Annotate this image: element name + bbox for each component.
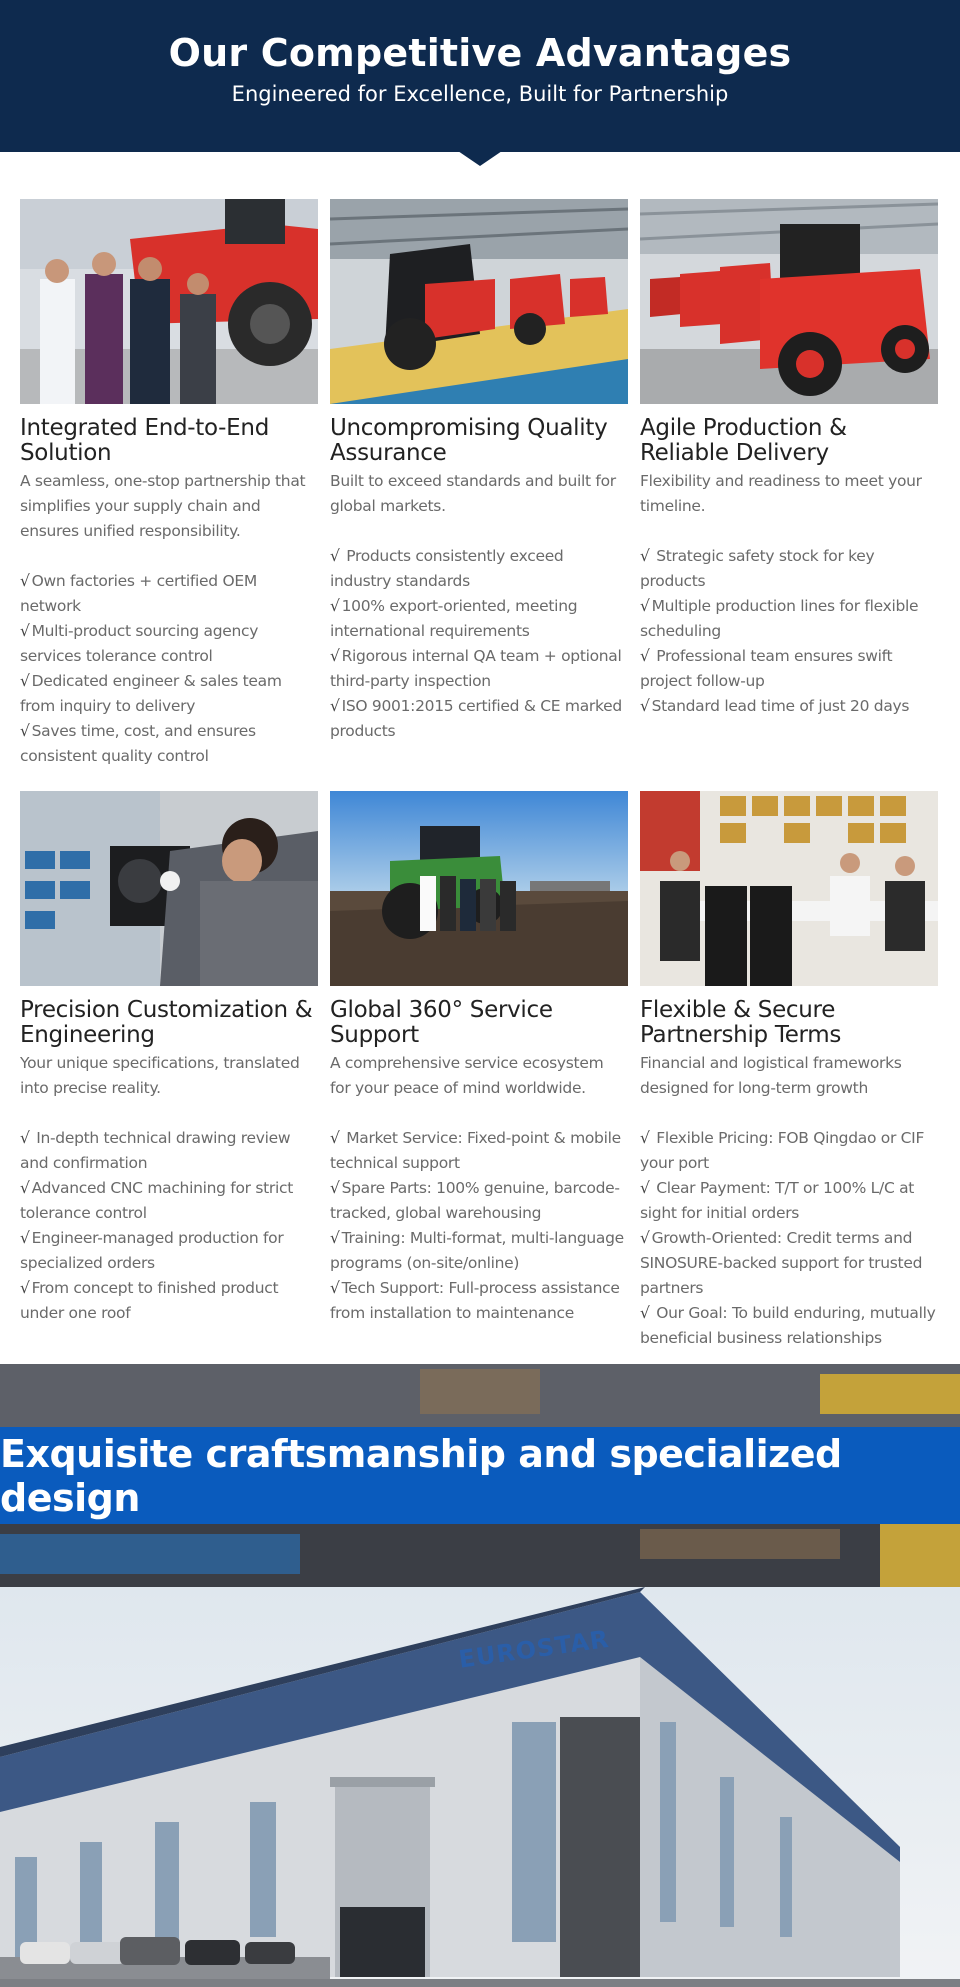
business-meeting-photo [640, 791, 938, 986]
engineer-machining-photo [20, 791, 318, 986]
check-icon: √ [20, 1179, 30, 1197]
banner-title: Exquisite craftsmanship and specialized design [0, 1431, 842, 1520]
card-bullet: √ Saves time, cost, and ensures consistent quality control [20, 722, 256, 765]
check-icon: √ [640, 1229, 650, 1247]
card-description: Your unique specifications, translated into precise reality. [20, 1054, 300, 1097]
advantage-card-customization [20, 791, 318, 1351]
check-icon: √ [640, 647, 650, 665]
check-icon: √ [640, 1129, 650, 1147]
check-icon: √ [640, 597, 650, 615]
advantages-row-2 [20, 791, 940, 1351]
check-icon: √ [640, 1179, 650, 1197]
card-description: A seamless, one-stop partnership that simplifies your supply chain and ensures unified responsibility. [20, 472, 306, 540]
check-icon: √ [330, 1129, 340, 1147]
check-icon: √ [330, 1179, 340, 1197]
card-bullet: √ Our Goal: To build enduring, mutually beneficial business relationships [640, 1304, 936, 1347]
check-icon: √ [640, 697, 650, 715]
check-icon: √ [20, 1129, 30, 1147]
card-bullet-list [330, 1126, 628, 1326]
card-bullet: √ Own factories + certified OEM network [20, 572, 257, 615]
advantage-card-quality [330, 199, 628, 769]
check-icon: √ [20, 1229, 30, 1247]
check-icon: √ [640, 1304, 650, 1322]
card-bullet: √ Dedicated engineer & sales team from inquiry to delivery [20, 672, 282, 715]
card-bullet: √ ISO 9001:2015 certified & CE marked products [330, 697, 622, 740]
check-icon: √ [330, 597, 340, 615]
check-icon: √ [330, 547, 340, 565]
check-icon: √ [20, 622, 30, 640]
card-bullet: √ Growth-Oriented: Credit terms and SINOSURE-backed support for trusted partners [640, 1229, 923, 1297]
card-bullet: √ In-depth technical drawing review and confirmation [20, 1129, 291, 1172]
card-bullet: √ Standard lead time of just 20 days [640, 697, 910, 715]
card-bullet-list [330, 544, 628, 744]
check-icon: √ [20, 722, 30, 740]
advantage-card-integrated [20, 199, 318, 769]
card-title: Uncompromising Quality Assurance [330, 415, 608, 466]
card-description: Built to exceed standards and built for global markets. [330, 472, 616, 515]
card-description: A comprehensive service ecosystem for your peace of mind worldwide. [330, 1054, 604, 1097]
tractor-fleet-warehouse-photo [640, 199, 938, 404]
advantage-card-delivery [640, 199, 938, 769]
card-title: Flexible & Secure Partnership Terms [640, 997, 842, 1048]
check-icon: √ [330, 1229, 340, 1247]
card-bullet-list [640, 544, 938, 719]
card-title: Precision Customization & Engineering [20, 997, 313, 1048]
check-icon: √ [330, 697, 340, 715]
card-bullet-list [20, 1126, 318, 1326]
check-icon: √ [640, 547, 650, 565]
page-title: Our Competitive Advantages [168, 31, 792, 75]
card-title: Agile Production & Reliable Delivery [640, 415, 847, 466]
field-service-team-photo [330, 791, 628, 986]
check-icon: √ [330, 1279, 340, 1297]
check-icon: √ [20, 672, 30, 690]
card-title: Global 360° Service Support [330, 997, 553, 1048]
card-bullet: √ Advanced CNC machining for strict tolerance control [20, 1179, 293, 1222]
card-bullet-list [640, 1126, 938, 1351]
card-bullet-list [20, 569, 318, 769]
card-description: Flexibility and readiness to meet your timeline. [640, 472, 922, 515]
card-bullet: √ Rigorous internal QA team + optional third-party inspection [330, 647, 622, 690]
tractor-assembly-line-photo [330, 199, 628, 404]
page-subtitle: Engineered for Excellence, Built for Partnership [231, 82, 729, 106]
section-header [0, 0, 960, 152]
card-description: Financial and logistical frameworks designed for long-term growth [640, 1054, 902, 1097]
card-bullet: √ Multi-product sourcing agency services tolerance control [20, 622, 259, 665]
banner-bar [0, 1427, 960, 1524]
factory-building-photo [0, 1587, 960, 1987]
card-bullet: √ Clear Payment: T/T or 100% L/C at sight for initial orders [640, 1179, 915, 1222]
team-inspecting-tractor-photo [20, 199, 318, 404]
card-bullet: √ Products consistently exceed industry standards [330, 547, 564, 590]
advantages-row-1 [20, 199, 940, 769]
factory-logo-text: EUROSTAR [457, 1624, 612, 1674]
check-icon: √ [20, 1279, 30, 1297]
advantage-card-service [330, 791, 628, 1351]
card-bullet: √ Spare Parts: 100% genuine, barcode-tracked, global warehousing [330, 1179, 620, 1222]
card-bullet: √ Market Service: Fixed-point & mobile technical support [330, 1129, 621, 1172]
card-bullet: √ 100% export-oriented, meeting international requirements [330, 597, 578, 640]
card-bullet: √ Flexible Pricing: FOB Qingdao or CIF your port [640, 1129, 925, 1172]
advantage-card-terms [640, 791, 938, 1351]
card-bullet: √ From concept to finished product under one roof [20, 1279, 279, 1322]
card-bullet: √ Training: Multi-format, multi-language programs (on-site/online) [330, 1229, 624, 1272]
craftsmanship-banner [0, 1364, 960, 1587]
card-bullet: √ Professional team ensures swift project follow-up [640, 647, 893, 690]
card-bullet: √ Strategic safety stock for key products [640, 547, 875, 590]
card-bullet: √ Tech Support: Full-process assistance from installation to maintenance [330, 1279, 620, 1322]
card-bullet: √ Engineer-managed production for specialized orders [20, 1229, 284, 1272]
card-title: Integrated End-to-End Solution [20, 415, 269, 466]
check-icon: √ [330, 647, 340, 665]
card-bullet: √ Multiple production lines for flexible scheduling [640, 597, 919, 640]
advantages-grid [0, 152, 960, 1351]
check-icon: √ [20, 572, 30, 590]
